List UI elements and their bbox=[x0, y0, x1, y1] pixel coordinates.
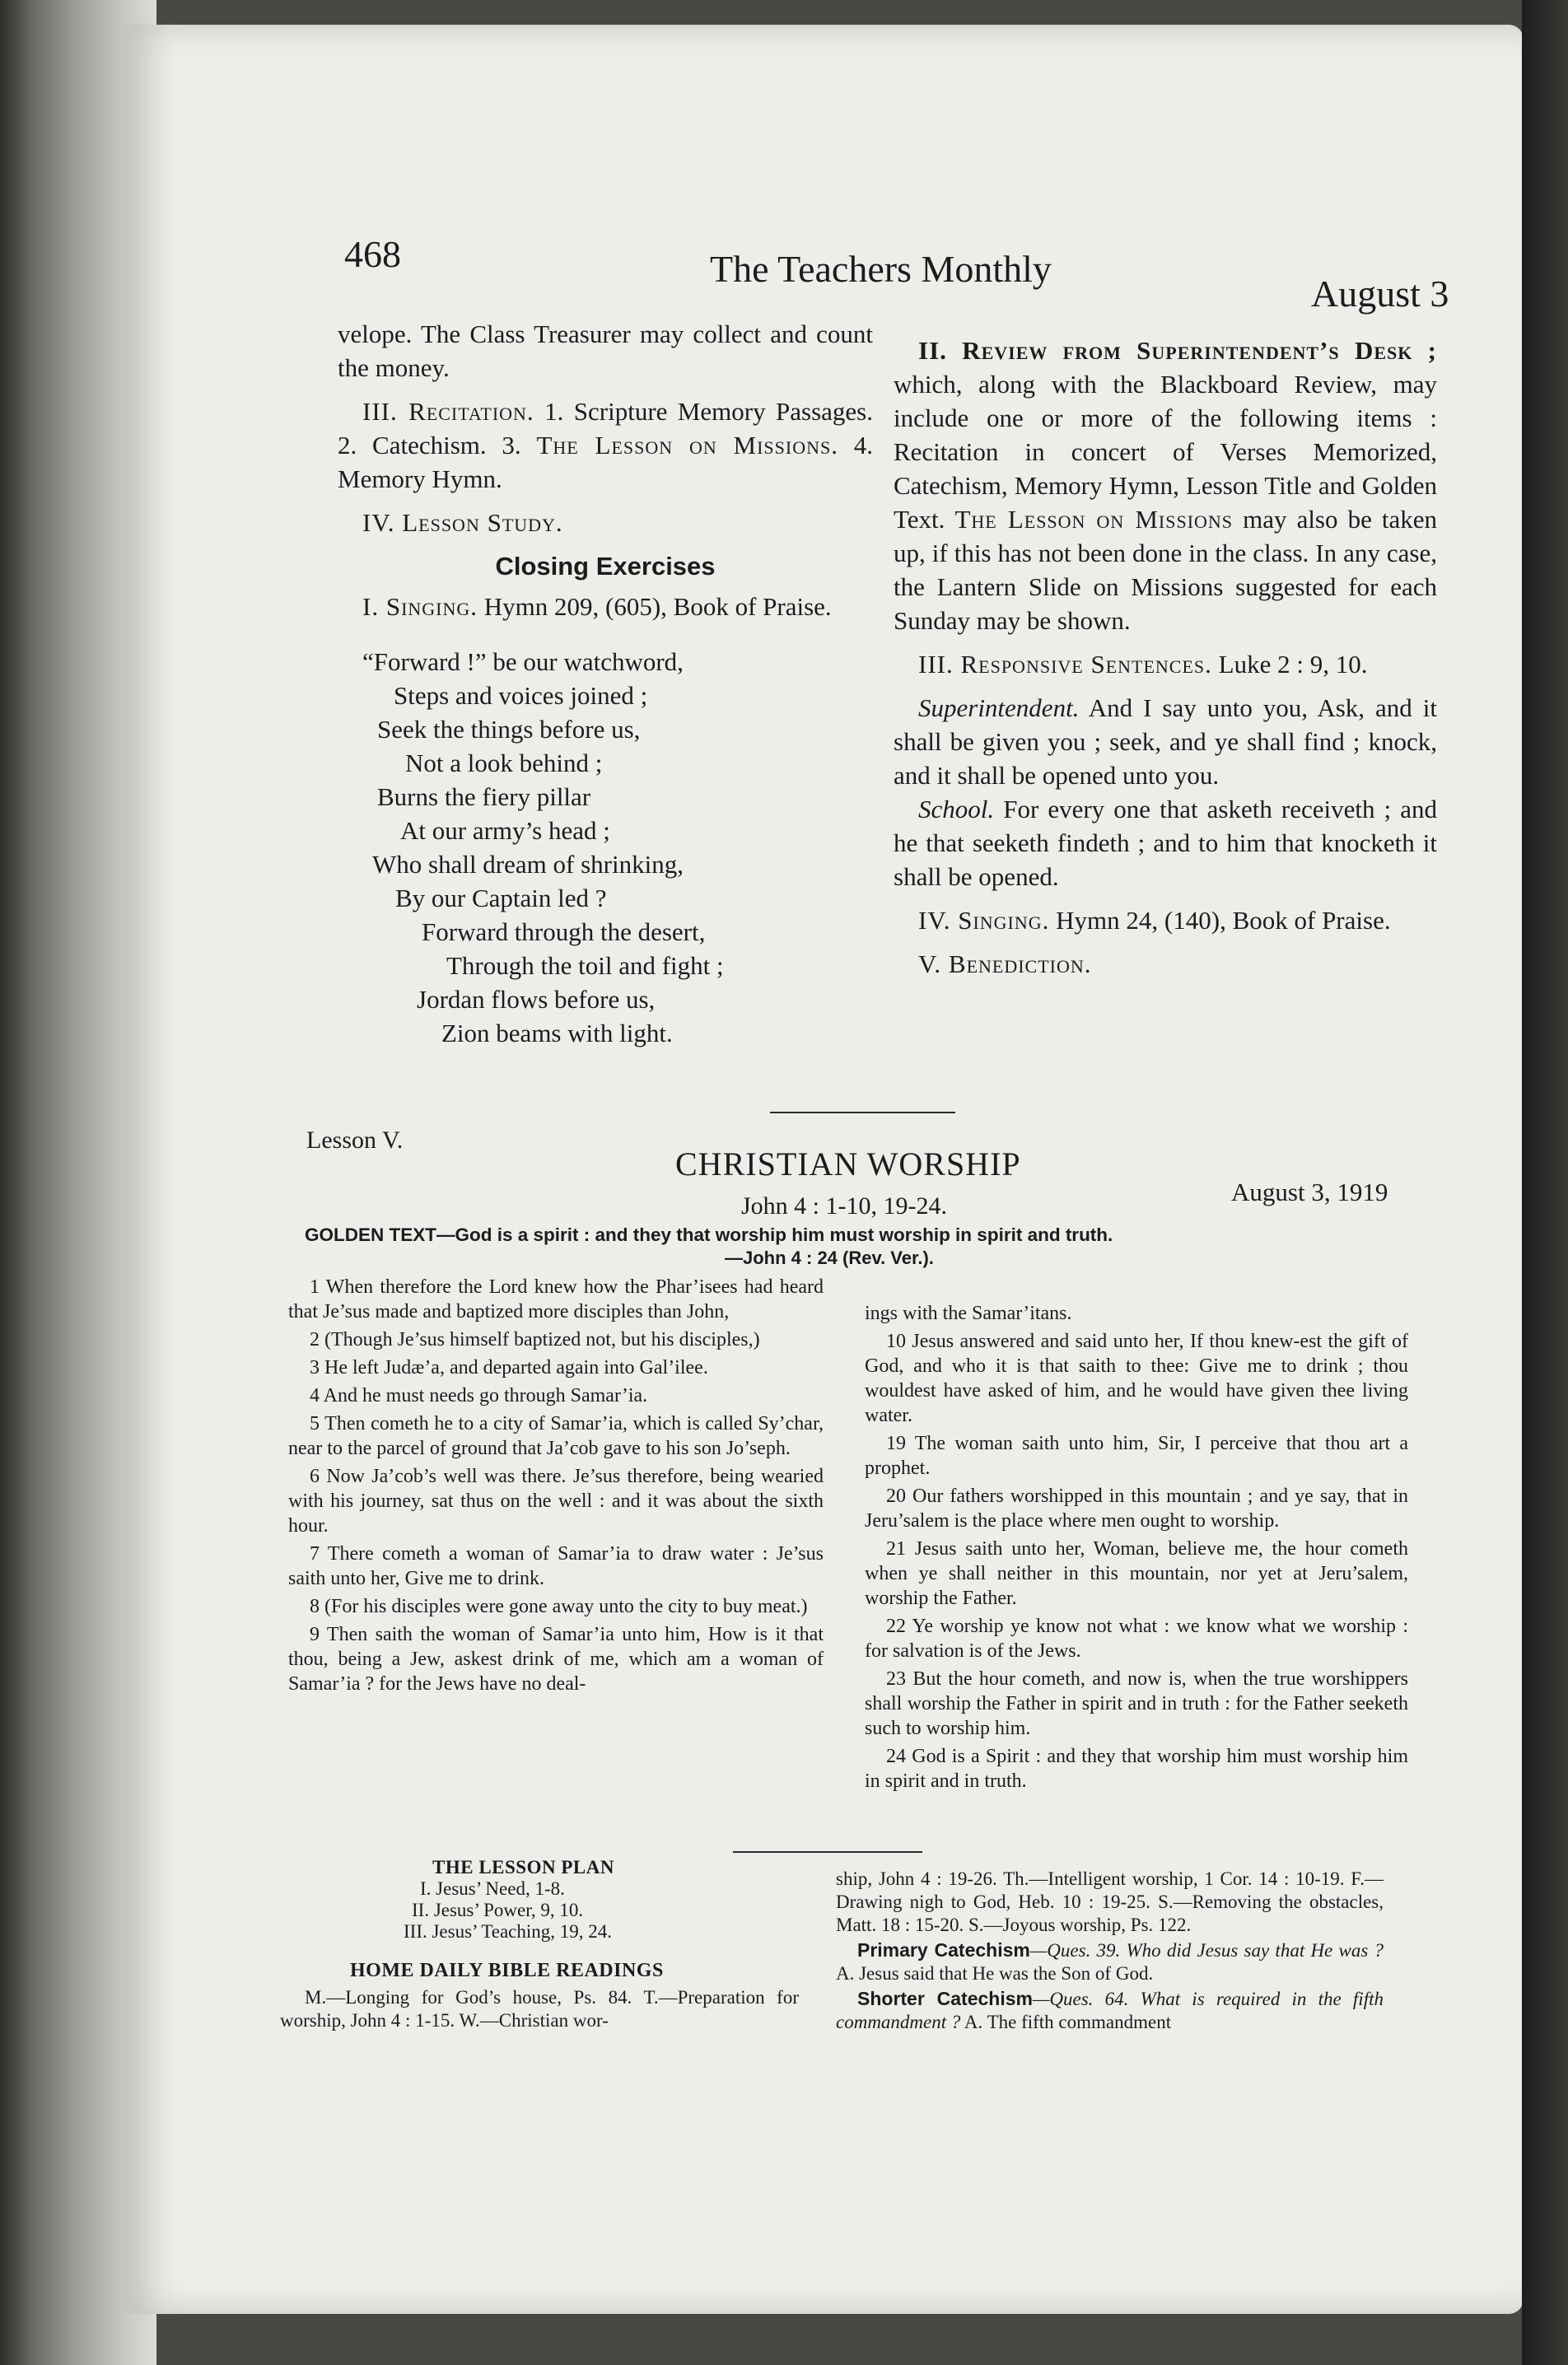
singing2-text: Hymn 24, (140), Book of Praise. bbox=[1056, 906, 1391, 935]
recitation-label: III. Recitation. bbox=[362, 397, 534, 426]
hymn-line: At our army’s head ; bbox=[400, 816, 610, 845]
scripture-left bbox=[288, 1275, 824, 1700]
school-paragraph bbox=[894, 792, 1437, 893]
hymn-line: Who shall dream of shrinking, bbox=[372, 850, 684, 879]
verse: 19 The woman saith unto him, Sir, I perceive that thou art a prophet. bbox=[865, 1433, 1408, 1479]
hymn-line: Not a look behind ; bbox=[405, 749, 603, 777]
lesson-plan bbox=[354, 1857, 725, 1943]
readings-left: M.—Longing for God’s house, Ps. 84. T.—Preparation for worship, John 4 : 1-15. W.—Christian wor- bbox=[280, 1987, 799, 2031]
primary-catechism-question: —Ques. 39. Who did Jesus say that He was ? bbox=[1029, 1940, 1384, 1961]
verse: 4 And he must needs go through Samar’ia. bbox=[310, 1385, 648, 1406]
singing2-label: IV. Singing. bbox=[918, 906, 1050, 935]
lesson-reference: John 4 : 1-10, 19-24. bbox=[741, 1192, 947, 1220]
responsive-label: III. Responsive Sentences. bbox=[918, 650, 1212, 679]
verse: 22 Ye worship ye know not what : we know what we worship : for salvation is of the Jews. bbox=[865, 1616, 1408, 1662]
lesson-plan-item: III. Jesus’ Teaching, 19, 24. bbox=[404, 1921, 613, 1942]
hymn bbox=[362, 645, 724, 1050]
school-label: School. bbox=[918, 795, 995, 823]
review-text-a: which, along with the Blackboard Review, may include one or more of the following items : Recitation in concert of Verses Memorized, Catechism, Memory Hymn, Lesson Title and Golden Text. bbox=[894, 370, 1437, 534]
hymn-line: Forward through the desert, bbox=[422, 917, 706, 946]
singing-text: Hymn 209, (605), Book of Praise. bbox=[483, 592, 832, 621]
verse: 1 When therefore the Lord knew how the Phar’isees had heard that Je’sus made and baptized more disciples than John, bbox=[288, 1276, 824, 1322]
review-paragraph bbox=[894, 334, 1437, 637]
section-divider bbox=[770, 1112, 955, 1113]
issue-date: August 3 bbox=[1311, 273, 1449, 315]
journal-title: The Teachers Monthly bbox=[710, 248, 1052, 290]
verse: 20 Our fathers worshipped in this mountain ; and ye say, that in Jeru’salem is the place where men ought to worship. bbox=[865, 1486, 1408, 1532]
hymn-line: Zion beams with light. bbox=[441, 1019, 673, 1047]
scripture-divider bbox=[733, 1851, 922, 1853]
lesson-plan-heading: THE LESSON PLAN bbox=[432, 1857, 614, 1878]
recitation-sc: The Lesson on Missions. bbox=[536, 431, 838, 459]
review-label: II. Review from Superintendent’s Desk ; bbox=[918, 336, 1437, 365]
superintendent-label: Superintendent. bbox=[918, 693, 1080, 722]
recitation-text-b: 4. Memory Hymn. bbox=[338, 431, 874, 493]
lesson-title: CHRISTIAN WORSHIP bbox=[675, 1145, 1021, 1182]
singing2-paragraph bbox=[894, 903, 1437, 937]
school-text: For every one that asketh receiveth ; and he that seeketh findeth ; and to him that knocketh it shall be opened. bbox=[894, 795, 1437, 891]
verse: 21 Jesus saith unto her, Woman, believe me, the hour cometh when ye shall neither in this mountain, nor yet at Jeru’salem, worship the Father. bbox=[865, 1538, 1408, 1609]
shorter-catechism bbox=[836, 1987, 1384, 2034]
lesson-plan-item: II. Jesus’ Power, 9, 10. bbox=[412, 1900, 584, 1920]
verse: 3 He left Judæ’a, and departed again into Gal’ilee. bbox=[310, 1357, 708, 1378]
hymn-line: Burns the fiery pillar bbox=[377, 782, 591, 811]
primary-catechism bbox=[836, 1938, 1384, 1985]
golden-text: GOLDEN TEXT—God is a spirit : and they that worship him must worship in spirit and truth. bbox=[305, 1224, 1113, 1245]
shorter-catechism-answer: A. The fifth commandment bbox=[964, 2012, 1172, 2032]
hymn-line: Steps and voices joined ; bbox=[394, 681, 648, 710]
review-sc: The Lesson on Missions bbox=[954, 505, 1234, 534]
left-column bbox=[338, 317, 873, 633]
closing-heading: Closing Exercises bbox=[495, 552, 716, 581]
responsive-text: Luke 2 : 9, 10. bbox=[1218, 650, 1368, 679]
envelope-paragraph: velope. The Class Treasurer may collect and count the money. bbox=[338, 320, 873, 382]
verse: 8 (For his disciples were gone away unto the city to buy meat.) bbox=[310, 1596, 808, 1617]
superintendent-paragraph bbox=[894, 691, 1437, 792]
recitation-text-a: 1. Scripture Memory Passages. 2. Catechism. 3. bbox=[338, 397, 874, 459]
verse: 24 God is a Spirit : and they that worship him must worship him in spirit and in truth. bbox=[865, 1746, 1408, 1792]
hymn-line: Seek the things before us, bbox=[377, 715, 641, 744]
recitation-paragraph bbox=[338, 394, 873, 496]
page-edge-shadow bbox=[1522, 0, 1568, 2365]
responsive-paragraph bbox=[894, 647, 1437, 681]
singing-paragraph bbox=[338, 590, 873, 623]
shorter-catechism-question: —Ques. 64. What is required in the fifth commandment ? bbox=[836, 1989, 1384, 2032]
golden-text-reference: —John 4 : 24 (Rev. Ver.). bbox=[725, 1248, 934, 1268]
lesson-number: Lesson V. bbox=[306, 1127, 404, 1154]
superintendent-text: And I say unto you, Ask, and it shall be given you ; seek, and ye shall find ; knock, and it shall be opened unto you. bbox=[894, 693, 1437, 790]
readings-right bbox=[836, 1868, 1384, 2036]
benediction: V. Benediction. bbox=[918, 949, 1092, 978]
hymn-line: Jordan flows before us, bbox=[417, 985, 656, 1014]
lesson-study: IV. Lesson Study. bbox=[362, 508, 563, 537]
review-text-b: may also be taken up, if this has not been done in the class. In any case, the Lantern Slide on Missions suggested for each Sunday may be shown. bbox=[894, 505, 1438, 635]
primary-catechism-answer: A. Jesus said that He was the Son of God. bbox=[836, 1963, 1154, 1984]
singing-label: I. Singing. bbox=[362, 592, 478, 621]
hymn-line: “Forward !” be our watchword, bbox=[362, 647, 684, 676]
page-number: 468 bbox=[344, 233, 401, 275]
verse: ings with the Samar’itans. bbox=[865, 1303, 1072, 1324]
verse: 9 Then saith the woman of Samar’ia unto him, How is it that thou, being a Jew, askest drink of me, which am a woman of Samar’ia ? for the Jews have no deal- bbox=[288, 1624, 824, 1695]
verse: 6 Now Ja’cob’s well was there. Je’sus therefore, being wearied with his journey, sat thus on the well : and it was about the sixth hour. bbox=[288, 1466, 824, 1537]
lesson-date: August 3, 1919 bbox=[1231, 1178, 1388, 1206]
hymn-line: Through the toil and fight ; bbox=[446, 951, 724, 980]
shorter-catechism-label: Shorter Catechism bbox=[857, 1988, 1033, 2009]
readings-heading: HOME DAILY BIBLE READINGS bbox=[350, 1960, 664, 1981]
verse: 23 But the hour cometh, and now is, when the true worshippers shall worship the Father in spirit and in truth : for the Father seeketh such to worship him. bbox=[865, 1668, 1408, 1739]
verse: 10 Jesus answered and said unto her, If thou knew-est the gift of God, and who it is that saith to thee: Give me to drink ; thou wouldest have asked of him, and he would have given thee living water. bbox=[865, 1331, 1408, 1426]
verse: 2 (Though Je’sus himself baptized not, but his disciples,) bbox=[310, 1329, 760, 1350]
readings-right-text: ship, John 4 : 19-26. Th.—Intelligent worship, 1 Cor. 14 : 10-19. F.—Drawing nigh to God, Heb. 10 : 19-25. S.—Removing the obstacles, Matt. 18 : 15-20. S.—Joyous worship, Ps. 122. bbox=[836, 1868, 1384, 1935]
verse: 7 There cometh a woman of Samar’ia to draw water : Je’sus saith unto her, Give me to drink. bbox=[288, 1543, 824, 1589]
verse: 5 Then cometh he to a city of Samar’ia, which is called Sy’char, near to the parcel of ground that Ja’cob gave to his son Jo’seph. bbox=[288, 1413, 824, 1459]
lesson-plan-item: I. Jesus’ Need, 1-8. bbox=[420, 1878, 565, 1899]
hymn-line: By our Captain led ? bbox=[395, 884, 607, 912]
scripture-right bbox=[865, 1301, 1408, 1797]
right-column bbox=[894, 334, 1437, 991]
primary-catechism-label: Primary Catechism bbox=[857, 1939, 1030, 1961]
